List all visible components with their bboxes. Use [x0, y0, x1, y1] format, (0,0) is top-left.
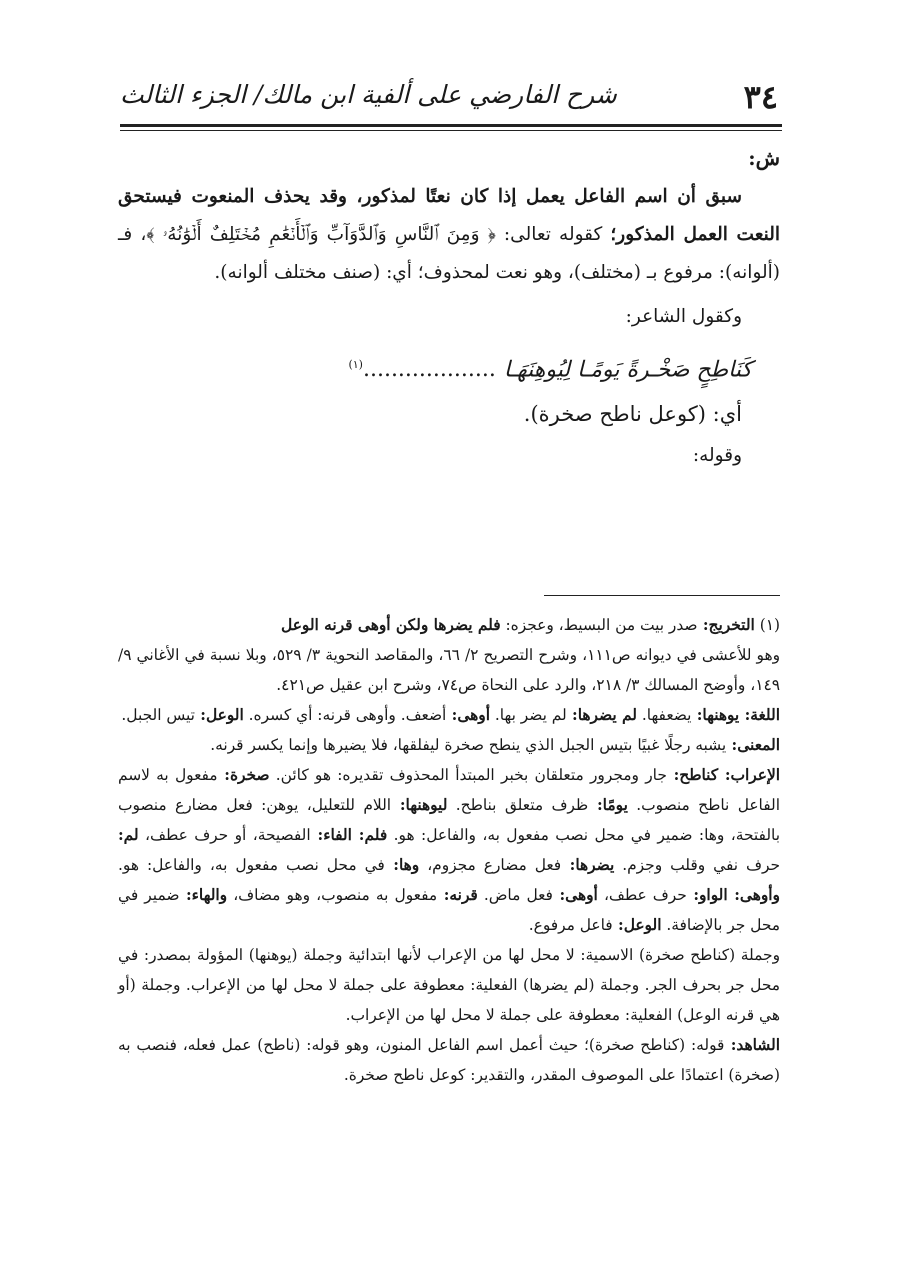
fn-lugha-term-2: لم يضرها:: [566, 706, 637, 724]
verse-explanation: أي: (كوعل ناطح صخرة).: [523, 402, 742, 427]
fn-lugha-def-3: أضعف. وأوهى قرنه: أي كسره.: [243, 706, 447, 724]
verse-text: كَنَاطِحٍ صَخْـرةً يَومًـا لِيُوهِنَهَـا: [503, 357, 752, 383]
footnote-text: صدر بيت من البسيط، وعجزه:: [500, 616, 698, 634]
fn-irab-o: وها:: [384, 856, 420, 874]
footnote-mana: [118, 730, 780, 760]
poet-intro: وكقول الشاعر:: [625, 306, 742, 327]
footnote-takhrij: [118, 610, 780, 640]
footnote-lugha: [118, 700, 780, 730]
main-text: [118, 138, 780, 475]
next-quote-intro: وقوله:: [692, 445, 742, 467]
fn-irab-t: فعل ماض.: [477, 886, 553, 904]
paragraph-1-rest: [118, 216, 780, 292]
running-title: شرح الفارضي على ألفية ابن مالك/ الجزء الثالث: [120, 80, 617, 109]
footnote-irab: [118, 760, 780, 940]
fn-irab-n: فعل مضارع مجزوم،: [419, 856, 562, 874]
fn-shahid-text: قوله: (كناطح صخرة)؛ حيث أعمل اسم الفاعل المنون، وهو قوله: (ناطح) عمل فعله، فنصب به (صخرة) اعتمادًا على الموصوف المقدر، والتقدير: كوعل ناطح صخرة.: [118, 1036, 780, 1084]
page-number: ٣٤: [743, 78, 778, 116]
verse-footnote-ref[interactable]: (١): [348, 358, 363, 371]
fn-irab-l: حرف نفي وقلب وجزم.: [614, 856, 781, 874]
fn-irab-c: صخرة:: [217, 766, 270, 784]
fn-irab-d: مفعول به لاسم الفاعل ناطح منصوب.: [118, 766, 780, 814]
fn-irab-h: اللام للتعليل، يوهن: فعل مضارع منصوب بالفتحة، وها: ضمير في محل نصب مفعول به، والفاعل: هو.: [118, 796, 781, 844]
fn-irab-y: الوعل:: [612, 916, 662, 934]
footnotes: [118, 610, 780, 1090]
footnote-jumla: وجملة (كناطح صخرة) الاسمية: لا محل لها من الإعراب لأنها ابتدائية وجملة (يوهنها) المؤولة بمصدر: في محل جر بحرف الجر. وجملة (لم يضرها) الفعلية: معطوفة على جملة لا محل لها من الإعراب. وجملة (أو هي قرنه الوعل) الفعلية: معطوفة على جملة لا محل لها من الإعراب.: [118, 946, 780, 1024]
fn-lugha-term-3: أوهى:: [446, 706, 490, 724]
fn-irab-q: وأوهى: الواو:: [686, 886, 780, 904]
fn-lugha-def-2: لم يضر بها.: [490, 706, 567, 724]
fn-mana-text: يشبه رجلًا غبيًا بتيس الجبل الذي ينطح صخرة ليفلقها، فلا يضيرها وإنما يكسر قرنه.: [210, 736, 727, 754]
footnote-sources: وهو للأعشى في ديوانه ص١١١، وشرح التصريح ٢/ ٦٦، والمقاصد النحوية ٣/ ٥٢٩، وبلا نسبة في الأغاني ٩/ ١٤٩، وأوضح المسالك ٣/ ٢١٨، والرد على النحاة ص٧٤، وشرح ابن عقيل ص٤٢١.: [118, 646, 781, 694]
fn-shahid-label: الشاهد:: [724, 1036, 780, 1054]
fn-irab-x: ضمير في محل جر بالإضافة.: [118, 886, 780, 934]
fn-lugha-def-4: تيس الجبل.: [121, 706, 195, 724]
fn-irab-f: ظرف متعلق بناطح.: [447, 796, 589, 814]
fn-irab-e: يومًا:: [588, 796, 628, 814]
fn-irab-a: الإعراب: كناطح:: [666, 766, 780, 784]
fn-irab-v: مفعول به منصوب، وهو مضاف،: [227, 886, 438, 904]
fn-irab-g: ليوهنها:: [391, 796, 448, 814]
footnote-shahid: [118, 1030, 780, 1090]
fn-irab-s: أوهى:: [552, 886, 598, 904]
fn-mana-label: المعنى:: [726, 736, 780, 754]
fn-lugha-def-1: يضعفها.: [636, 706, 692, 724]
paragraph-1-bold: النعت العمل المذكور؛: [610, 224, 780, 245]
fn-irab-k: لم:: [118, 826, 139, 844]
fn-irab-j: الفصيحة، أو حرف عطف،: [138, 826, 311, 844]
paragraph-1-body: كقوله تعالى: ﴿ وَمِنَ ٱلنَّاسِ وَٱلدَّوَآبِّ وَٱلۡأَنۡعَٰمِ مُخۡتَلِفٌ أَلۡوَٰنُهُۥ ﴾، فـ (ألوانه): مرفوع بـ (مختلف)، وهو نعت لمحذوف؛ أي: (صنف مختلف ألوانه).: [118, 224, 780, 283]
fn-irab-b: جار ومجرور متعلقان بخبر المبتدأ المحذوف تقديره: هو كائن.: [269, 766, 667, 784]
verse-line: [118, 344, 780, 391]
fn-lugha-term-4: الوعل:: [194, 706, 244, 724]
fn-irab-u: قرنه:: [437, 886, 478, 904]
paragraph-1-line-1: سبق أن اسم الفاعل يعمل إذا كان نعتًا لمذكور، وقد يحذف المنعوت فيستحق: [118, 186, 742, 207]
fn-irab-i: فلم: الفاء:: [310, 826, 388, 844]
fn-irab-m: يضرها:: [561, 856, 615, 874]
section-label: ش:: [748, 146, 780, 170]
header-rule-thick: [120, 124, 782, 127]
verse-dots: ...................: [362, 357, 496, 383]
fn-irab-z: فاعل مرفوع.: [528, 916, 613, 934]
fn-irab-w: والهاء:: [179, 886, 228, 904]
footnote-number: (١): [754, 616, 780, 634]
footnote-label: التخريج:: [697, 616, 755, 634]
footnote-hemistich: فلم يضرها ولكن أوهى قرنه الوعل: [281, 616, 501, 634]
fn-irab-r: حرف عطف،: [597, 886, 687, 904]
header-rule-thin: [120, 130, 782, 131]
fn-irab-p: في محل نصب مفعول به، والفاعل: هو.: [118, 856, 385, 874]
fn-lugha-term-1: اللغة: يوهنها:: [691, 706, 780, 724]
footnote-rule: [544, 595, 780, 596]
